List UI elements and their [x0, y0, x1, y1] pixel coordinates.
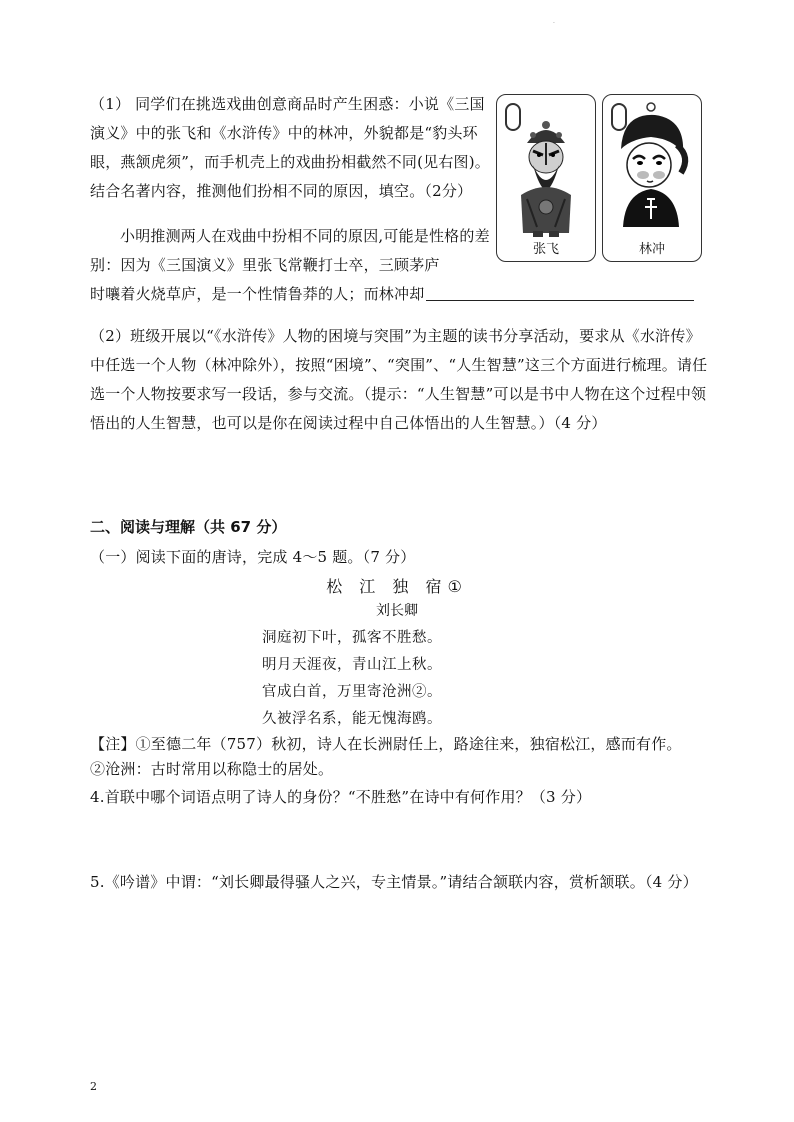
- zhangfei-opera-figure: [497, 95, 595, 261]
- question-1-example: 小明推测两人在戏曲中扮相不同的原因,可能是性格的差别：因为《三国演义》里张飞常鞭打士卒，三顾茅庐: [90, 227, 490, 274]
- page-number: 2: [90, 1080, 97, 1093]
- poem-title: 松 江 独 宿①: [326, 577, 468, 596]
- card-label-zhangfei: 张飞: [532, 242, 559, 257]
- header-mark: .: [553, 18, 555, 25]
- note-line-1: 【注】①至德二年（757）秋初，诗人在长洲尉任上，路途往来，独宿松江，感而有作。: [90, 735, 682, 753]
- poem-line: 明月天涯夜，青山江上秋。: [262, 657, 442, 673]
- section-heading: 二、阅读与理解（共 67 分）: [90, 518, 287, 536]
- question-1-prompt: （1） 同学们在挑选戏曲创意商品时产生困惑：小说《三国演义》中的张飞和《水浒传》中的林冲，外貌都是“豹头环眼，燕颔虎须”，而手机壳上的戏曲扮相截然不同(见右图)。结合名著内容，推测他们扮相不同的原因，填空。（2分）: [90, 95, 490, 200]
- poem-notes: [90, 730, 730, 784]
- poem-line: 洞庭初下叶，孤客不胜愁。: [262, 630, 442, 646]
- answer-blank[interactable]: [426, 282, 694, 301]
- card-label-linchong: 林冲: [638, 242, 665, 257]
- question-4: 4.首联中哪个词语点明了诗人的身份？“不胜愁”在诗中有何作用？（3 分）: [90, 788, 592, 806]
- poem-line: 久被浮名系，能无愧海鸥。: [262, 711, 442, 727]
- question-2-prompt: （2）班级开展以“《水浒传》人物的困境与突围”为主题的读书分享活动，要求从《水浒传》中任选一个人物（林冲除外），按照“困境”、“突围”、“人生智慧”这三个方面进行梳理。请任选一个人物按要求写一段话，参与交流。（提示：“人生智慧”可以是书中人物在这个过程中领悟出的人生智慧，也可以是你在阅读过程中自己体悟出的人生智慧。）（4 分）: [90, 327, 708, 432]
- phone-case-linchong: [602, 94, 702, 262]
- question-1-fill-text: 时嚷着火烧草庐，是一个性情鲁莽的人；而林冲却: [90, 285, 425, 303]
- linchong-opera-figure: [603, 95, 701, 261]
- poem-author: 刘长卿: [376, 603, 418, 619]
- poem-line: 官成白首，万里寄沧洲②。: [262, 684, 442, 700]
- subsection-instruction: （一）阅读下面的唐诗，完成 4～5 题。（7 分）: [90, 548, 416, 566]
- phone-case-zhangfei: [496, 94, 596, 262]
- question-1-fill-line: [90, 280, 710, 309]
- note-line-2: ②沧洲：古时常用以称隐士的居处。: [90, 760, 334, 778]
- question-5: 5.《吟谱》中谓：“刘长卿最得骚人之兴，专主情景。”请结合颔联内容，赏析颔联。（4 分）: [90, 873, 698, 891]
